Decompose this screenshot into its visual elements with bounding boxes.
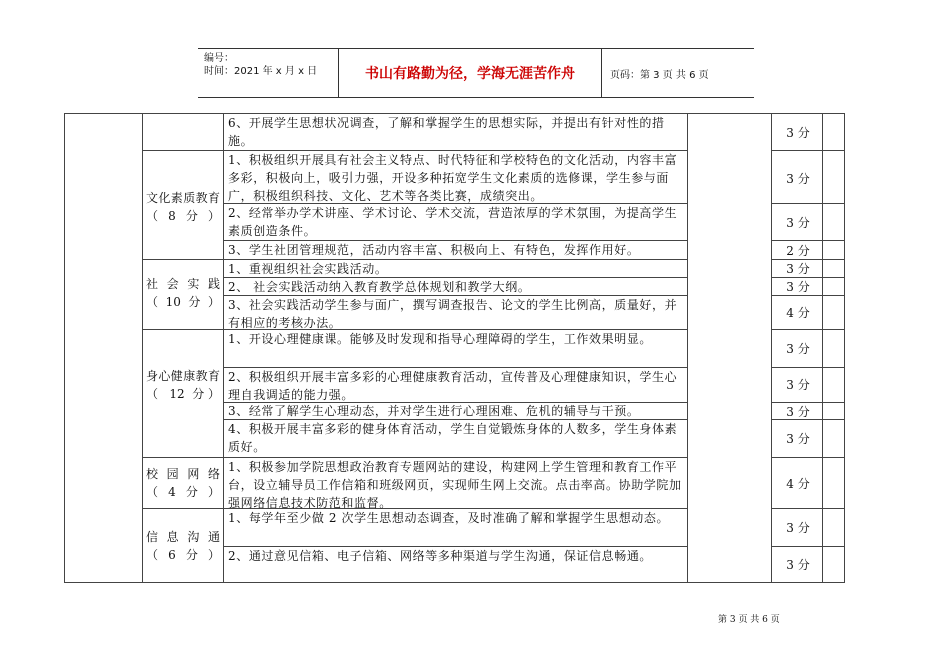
date-label: 时间：2021 年 x 月 x 日 <box>204 66 318 77</box>
list-item: 6、开展学生思想状况调查，了解和掌握学生的思想实际，并提出有针对性的措施。 <box>228 116 665 148</box>
score: 4 分 <box>786 477 810 491</box>
list-item: 1、重视组织社会实践活动。 <box>228 262 388 276</box>
score: 3 分 <box>786 521 810 535</box>
header-page-cell <box>602 49 754 97</box>
score: 3 分 <box>786 216 810 230</box>
score: 3 分 <box>786 342 810 356</box>
list-item: 3、学生社团管理规范，活动内容丰富、积极向上、有特色，发挥作用好。 <box>228 243 640 257</box>
score: 3 分 <box>786 378 810 392</box>
list-item: 3、社会实践活动学生参与面广，撰写调查报告、论文的学生比例高，质量好，并有相应的考核办法。 <box>228 298 678 330</box>
list-item: 2、通过意见信箱、电子信箱、网络等多种渠道与学生沟通，保证信息畅通。 <box>228 549 653 563</box>
page-footer: 第 3 页 共 6 页 <box>718 615 780 625</box>
category-mental-health: 身心健康教育（ 12 分） <box>146 369 220 401</box>
document-header <box>198 48 754 98</box>
evaluation-table <box>64 113 845 583</box>
list-item: 3、经常了解学生心理动态，并对学生进行心理困难、危机的辅导与干预。 <box>228 404 640 418</box>
score: 2 分 <box>786 244 810 258</box>
category-cultural: 文化素质教育（8分） <box>146 191 220 223</box>
score: 3 分 <box>786 262 810 276</box>
header-meta <box>198 49 339 97</box>
list-item: 2、积极组织开展丰富多彩的心理健康教育活动，宣传普及心理健康知识，学生心理自我调适的能力强。 <box>228 370 678 402</box>
category-communication: 信 息 沟 通（6分） <box>146 530 220 562</box>
list-item: 1、积极组织开展具有社会主义特点、时代特征和学校特色的文化活动，内容丰富多彩，积极向上，吸引力强，开设多种拓宽学生文化素质的选修课，学生参与面广，积极组织科技、文化、艺术等各类比赛，成绩突出。 <box>228 153 678 203</box>
category-practice: 社 会 实 践（10分） <box>146 277 220 309</box>
score: 3 分 <box>786 558 810 572</box>
score: 3 分 <box>786 126 810 140</box>
score: 3 分 <box>786 172 810 186</box>
score: 3 分 <box>786 432 810 446</box>
score: 3 分 <box>786 280 810 294</box>
page-code: 页码：第 3 页 共 6 页 <box>610 69 709 81</box>
list-item: 4、积极开展丰富多彩的健身体育活动，学生自觉锻炼身体的人数多，学生身体素质好。 <box>228 422 678 454</box>
list-item: 1、每学年至少做 2 次学生思想动态调查，及时准确了解和掌握学生思想动态。 <box>228 511 670 525</box>
list-item: 2、经常举办学术讲座、学术讨论、学术交流，营造浓厚的学术氛围，为提高学生素质创造条件。 <box>228 206 678 238</box>
score: 4 分 <box>786 306 810 320</box>
category-campus-network: 校 园 网 络（4分） <box>146 467 220 499</box>
header-motto-cell <box>339 49 602 97</box>
list-item: 2、 社会实践活动纳入教育教学总体规划和教学大纲。 <box>228 280 531 294</box>
motto: 书山有路勤为径，学海无涯苦作舟 <box>365 66 575 82</box>
list-item: 1、开设心理健康课。能够及时发现和指导心理障碍的学生，工作效果明显。 <box>228 332 653 346</box>
serial-label: 编号： <box>204 53 234 64</box>
list-item: 1、积极参加学院思想政治教育专题网站的建设，构建网上学生管理和教育工作平台，设立辅导员工作信箱和班级网页，实现师生网上交流。点击率高。协助学院加强网络信息技术防范和监督。 <box>228 460 682 510</box>
score: 3 分 <box>786 405 810 419</box>
